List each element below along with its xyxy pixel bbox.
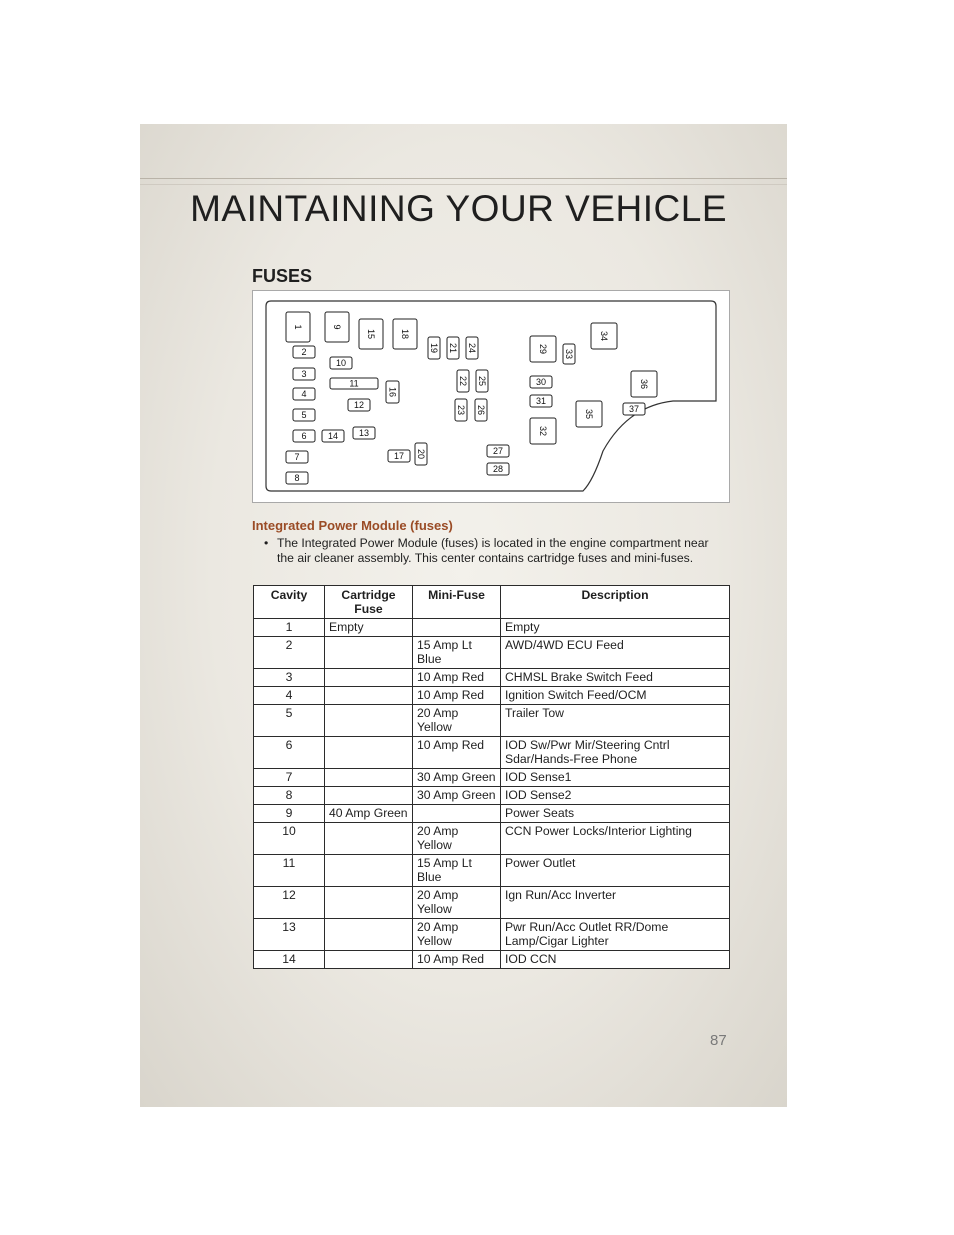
fuse-slot-24 [466,337,478,359]
table-row [254,951,730,969]
table-cell-cavity: 9 [254,805,325,823]
fuse-slot-label: 12 [353,400,365,410]
fuse-slot-36 [631,371,657,397]
table-row [254,619,730,637]
fuse-slot-label: 23 [456,404,466,416]
bullet-text: The Integrated Power Module (fuses) is located in the engine compartment near the air cleaner assembly. This center contains cartridge fuses and mini-fuses. [277,536,709,565]
table-cell-mini: 15 Amp Lt Blue [413,855,501,887]
table-cell-mini: 20 Amp Yellow [413,887,501,919]
fuse-slot-label: 29 [538,343,548,355]
module-subheading: Integrated Power Module (fuses) [252,518,453,533]
table-cell-description: Trailer Tow [501,705,730,737]
fuse-slot-3 [293,368,315,380]
module-bullet [264,536,724,566]
fuse-slot-label: 24 [467,342,477,354]
fuse-slot-label: 28 [492,464,504,474]
table-cell-mini: 20 Amp Yellow [413,705,501,737]
table-cell-cartridge [325,787,413,805]
table-row [254,769,730,787]
table-cell-description: Pwr Run/Acc Outlet RR/Dome Lamp/Cigar Lighter [501,919,730,951]
table-cell-mini: 10 Amp Red [413,737,501,769]
fuse-slot-23 [455,399,467,421]
header-description: Description [501,586,730,619]
fuse-slot-label: 3 [301,369,307,379]
fuse-slot-11 [330,378,378,389]
fuse-slot-label: 30 [535,377,547,387]
fuse-slot-label: 17 [393,451,405,461]
fuse-slot-label: 35 [584,408,594,420]
table-cell-description: Power Seats [501,805,730,823]
fuse-slot-5 [293,409,315,421]
table-cell-mini [413,805,501,823]
table-cell-description: Ignition Switch Feed/OCM [501,687,730,705]
fuse-slot-34 [591,323,617,349]
fuse-slot-label: 11 [349,378,359,389]
table-cell-cartridge [325,669,413,687]
table-row [254,919,730,951]
fuse-slot-label: 2 [301,347,307,357]
fuse-slot-16 [386,381,399,403]
table-cell-description: IOD Sense2 [501,787,730,805]
fuse-slot-17 [388,450,410,462]
table-cell-cartridge: Empty [325,619,413,637]
fuse-slot-label: 33 [564,348,574,360]
table-cell-cavity: 10 [254,823,325,855]
table-cell-description: Empty [501,619,730,637]
fuse-slot-32 [530,418,556,444]
fuse-slot-label: 37 [628,404,640,414]
fuse-slot-4 [293,388,315,400]
fuse-slot-37 [623,403,645,415]
table-cell-mini: 15 Amp Lt Blue [413,637,501,669]
fuse-slot-label: 18 [400,328,410,340]
fuse-slot-label: 15 [366,328,376,340]
bullet-marker: • [264,536,269,550]
fuse-slot-label: 20 [416,448,426,460]
fuse-slot-28 [487,463,509,475]
fuse-slot-12 [348,399,370,411]
fuse-slot-31 [530,395,552,407]
fuse-slot-label: 4 [301,389,307,399]
fuse-slot-6 [293,430,315,442]
fuse-slot-label: 9 [332,324,342,330]
table-cell-cartridge [325,687,413,705]
chapter-title: MAINTAINING YOUR VEHICLE [190,188,727,229]
fuse-slot-label: 7 [294,452,300,462]
fuse-slot-13 [353,427,375,439]
table-row [254,805,730,823]
fuse-slot-21 [447,337,459,359]
table-header-row [254,586,730,619]
fuse-slot-25 [476,370,488,392]
fuse-slot-label: 10 [335,358,347,368]
fuse-slot-26 [475,399,487,421]
fuse-slot-14 [322,430,344,442]
fuse-slot-label: 5 [301,410,307,420]
table-cell-cavity: 1 [254,619,325,637]
table-cell-cavity: 14 [254,951,325,969]
fuse-slot-label: 31 [535,396,547,406]
header-cartridge-fuse: Cartridge Fuse [325,586,413,619]
fuse-slot-7 [286,451,308,463]
table-cell-description: Power Outlet [501,855,730,887]
section-title: FUSES [252,266,313,286]
fuse-slot-label: 34 [599,330,609,342]
table-cell-description: CCN Power Locks/Interior Lighting [501,823,730,855]
fuse-slot-15 [359,319,383,349]
table-cell-cartridge [325,855,413,887]
fuse-slot-label: 36 [639,378,649,390]
header-cavity: Cavity [254,586,325,619]
fuse-slot-label: 13 [358,428,370,438]
fuse-slot-33 [563,344,575,364]
table-row [254,787,730,805]
fuse-slot-label: 6 [301,431,307,441]
table-row [254,855,730,887]
page-number: 87 [710,1032,727,1049]
table-row [254,669,730,687]
fuse-slot-label: 14 [327,431,339,441]
table-cell-description: IOD Sw/Pwr Mir/Steering Cntrl Sdar/Hands-Free Phone [501,737,730,769]
table-cell-mini [413,619,501,637]
table-row [254,687,730,705]
table-cell-cavity: 5 [254,705,325,737]
fuse-slot-label: 8 [294,473,300,483]
table-cell-description: AWD/4WD ECU Feed [501,637,730,669]
fuse-slot-1 [286,312,310,342]
fuse-slot-29 [530,336,556,362]
table-cell-cartridge [325,637,413,669]
table-cell-cavity: 6 [254,737,325,769]
header-rule [140,178,787,179]
table-cell-cartridge: 40 Amp Green [325,805,413,823]
fuse-slot-label: 19 [429,342,439,354]
table-cell-mini: 10 Amp Red [413,669,501,687]
fuse-slot-20 [415,443,427,465]
table-cell-cartridge [325,951,413,969]
table-row [254,705,730,737]
fuse-slot-22 [457,370,469,392]
table-cell-cavity: 11 [254,855,325,887]
table-cell-mini: 30 Amp Green [413,787,501,805]
table-cell-cavity: 3 [254,669,325,687]
table-cell-cartridge [325,887,413,919]
table-cell-cavity: 13 [254,919,325,951]
table-cell-cavity: 8 [254,787,325,805]
header-mini-fuse: Mini-Fuse [413,586,501,619]
table-cell-cavity: 2 [254,637,325,669]
fuse-slot-label: 32 [538,425,548,437]
table-cell-description: IOD Sense1 [501,769,730,787]
fuse-slot-18 [393,319,417,349]
fuse-slot-2 [293,346,315,358]
table-cell-cartridge [325,705,413,737]
table-cell-description: CHMSL Brake Switch Feed [501,669,730,687]
table-cell-cavity: 12 [254,887,325,919]
table-cell-mini: 20 Amp Yellow [413,919,501,951]
fuse-table [253,585,730,969]
fuse-slot-27 [487,445,509,457]
table-cell-cartridge [325,919,413,951]
table-row [254,637,730,669]
table-cell-description: IOD CCN [501,951,730,969]
table-cell-cartridge [325,823,413,855]
table-cell-description: Ign Run/Acc Inverter [501,887,730,919]
header-rule-secondary [140,184,787,185]
fuse-slot-label: 21 [448,342,458,354]
fuse-slot-label: 27 [492,446,504,456]
table-cell-cavity: 4 [254,687,325,705]
fuse-slot-label: 22 [458,375,468,387]
fuse-box-diagram [252,290,730,503]
table-cell-cartridge [325,737,413,769]
fuse-slot-label: 1 [293,324,303,330]
fuse-slot-8 [286,472,308,484]
table-row [254,823,730,855]
fuse-slot-35 [576,401,602,427]
table-cell-mini: 10 Amp Red [413,951,501,969]
fuse-slot-30 [530,376,552,388]
table-cell-cavity: 7 [254,769,325,787]
fuse-slot-19 [428,337,440,359]
fuse-slot-10 [330,357,352,369]
table-cell-cartridge [325,769,413,787]
table-row [254,737,730,769]
table-cell-mini: 30 Amp Green [413,769,501,787]
fuse-box-svg [253,291,731,504]
fuse-slot-9 [325,312,349,342]
table-cell-mini: 20 Amp Yellow [413,823,501,855]
fuse-slot-label: 16 [387,386,398,398]
fuse-slot-label: 26 [476,404,486,416]
fuse-slot-label: 25 [477,375,487,387]
table-row [254,887,730,919]
table-cell-mini: 10 Amp Red [413,687,501,705]
